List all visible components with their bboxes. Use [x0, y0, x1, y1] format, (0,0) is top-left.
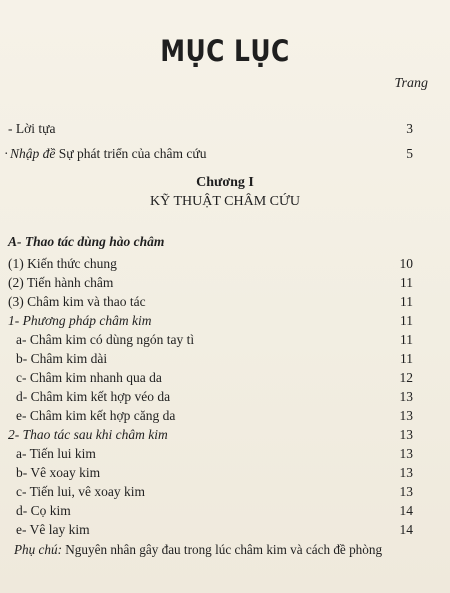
toc-entry-page: 11: [400, 332, 413, 347]
toc-entry: [0, 331, 450, 349]
toc-entry: [0, 293, 450, 311]
intro-label-rest: Sự phát triển của châm cứu: [58, 146, 207, 161]
section-label: A- Thao tác dùng hào châm: [8, 234, 165, 249]
toc-entry-page: 3: [406, 121, 413, 136]
toc-entry: [0, 483, 450, 501]
toc-entry-preface: [0, 120, 450, 138]
toc-entry-page: 13: [399, 465, 413, 480]
chapter-number: Chương I: [196, 175, 254, 190]
chapter-name: KỸ THUẬT CHÂM CỨU: [150, 194, 300, 209]
toc-entry-page: 13: [399, 389, 413, 404]
toc-subsection: [0, 312, 450, 330]
page-column-label: Trang: [394, 76, 428, 91]
toc-entry: [0, 274, 450, 292]
toc-entry-label: e- Vê lay kim: [16, 522, 90, 537]
toc-entry-label: (2) Tiến hành châm: [8, 275, 114, 290]
intro-label-italic: Nhập đề: [10, 146, 56, 161]
toc-entry-label: a- Châm kim có dùng ngón tay tì: [16, 332, 195, 347]
toc-entry: [0, 464, 450, 482]
toc-entry: [0, 502, 450, 520]
toc-entry-label: e- Châm kim kết hợp căng da: [16, 408, 176, 423]
toc-entry-label: (3) Châm kim và thao tác: [8, 294, 146, 309]
toc-entry: [0, 521, 450, 539]
section-heading: [0, 233, 450, 251]
toc-entry-page: 14: [399, 503, 413, 518]
toc-entry-label: 2- Thao tác sau khi châm kim: [8, 427, 168, 442]
toc-entry-label: (1) Kiến thức chung: [8, 256, 117, 271]
toc-entry: [0, 407, 450, 425]
toc-entry-label: d- Cọ kim: [16, 503, 71, 518]
footnote-text: Nguyên nhân gây đau trong lúc châm kim và cách đề phòng: [65, 542, 383, 557]
toc-entry-label: b- Vê xoay kim: [16, 465, 101, 480]
footnote: [14, 542, 382, 558]
toc-entry-page: 13: [399, 484, 413, 499]
toc-entry-label: a- Tiến lui kim: [16, 446, 96, 461]
toc-entry-page: 10: [399, 256, 413, 271]
toc-entry-page: 11: [400, 275, 413, 290]
toc-entry-label: c- Châm kim nhanh qua da: [16, 370, 162, 385]
toc-entry-page: 12: [399, 370, 413, 385]
toc-entry-page: 11: [400, 351, 413, 366]
toc-entry: [0, 445, 450, 463]
toc-entry-page: 11: [400, 294, 413, 309]
toc-entry: [0, 388, 450, 406]
toc-subsection: [0, 426, 450, 444]
toc-entry: [0, 255, 450, 273]
toc-entry-label: - Lời tựa: [8, 121, 56, 136]
footnote-lead: Phụ chú:: [14, 542, 62, 557]
toc-entry: [0, 369, 450, 387]
toc-entry-label: c- Tiến lui, vê xoay kim: [16, 484, 145, 499]
toc-entry-page: 5: [406, 146, 413, 161]
toc-entry-page: 14: [399, 522, 413, 537]
toc-entry-label: 1- Phương pháp châm kim: [8, 313, 152, 328]
toc-entry-page: 11: [400, 313, 413, 328]
toc-entry: [0, 350, 450, 368]
toc-entry-page: 13: [399, 446, 413, 461]
page-title: MỤC LỤC: [160, 34, 290, 68]
toc-entry-introduction: · Nhập đề Sự phát triển của châm cứu 5: [4, 146, 413, 161]
toc-entry-label: d- Châm kim kết hợp véo da: [16, 389, 171, 404]
toc-entry-page: 13: [399, 427, 413, 442]
toc-entry-label: [10, 145, 206, 163]
toc-entry-page: 13: [399, 408, 413, 423]
toc-entry-label: b- Châm kim dài: [16, 351, 108, 366]
